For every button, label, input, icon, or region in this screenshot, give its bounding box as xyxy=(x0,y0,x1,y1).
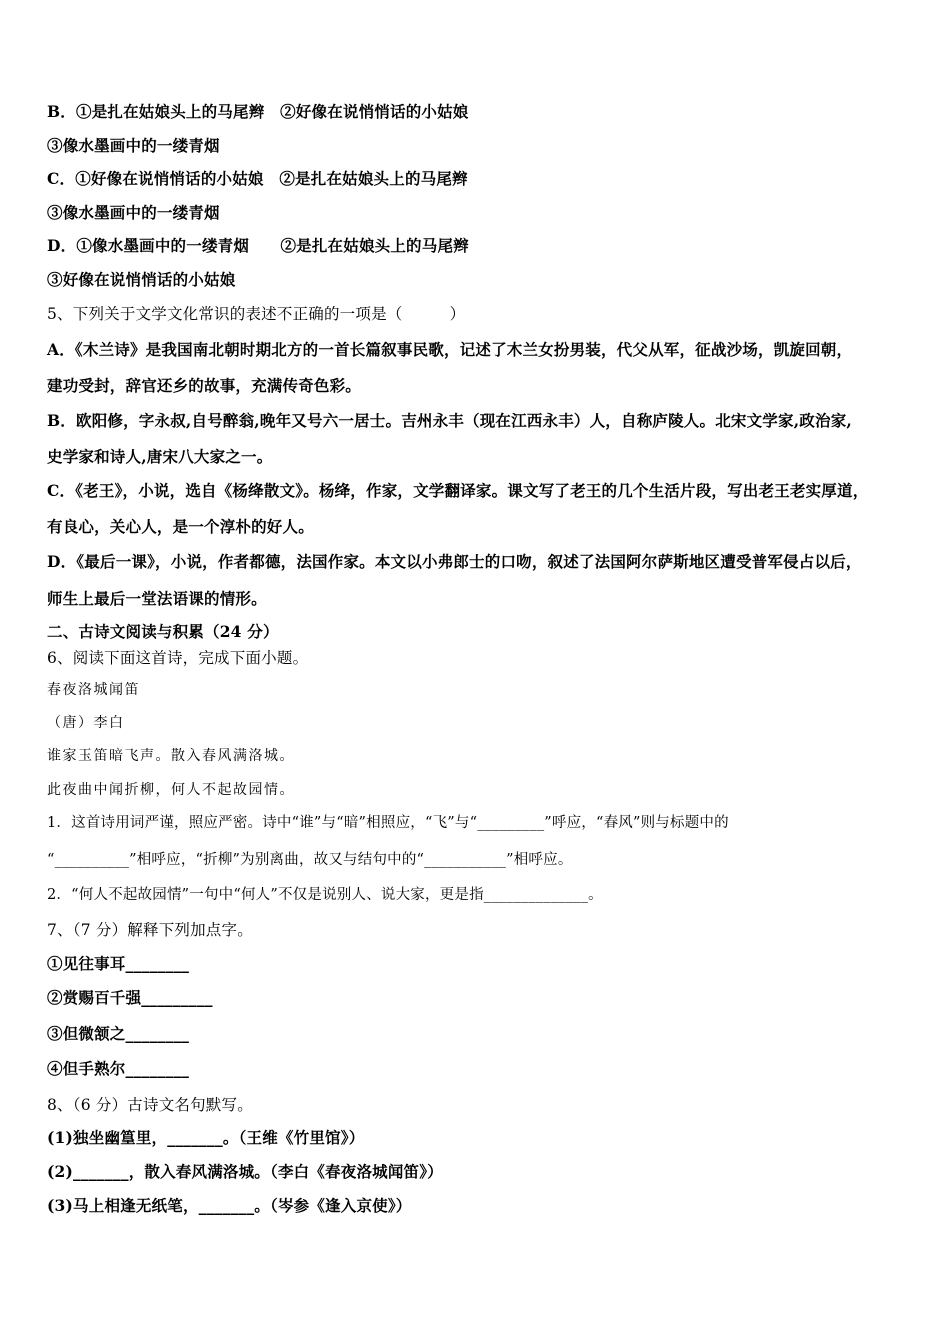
q5-option-d-line1: D．《最后一课》，小说，作者都德，法国作家。本文以小弗郎士的口吻，叙述了法国阿尔萨斯地区遭受普军侵占以后， xyxy=(47,552,862,571)
q7-item-2: ②赏赐百千强_________ xyxy=(47,988,213,1007)
q8-stem: 8、（6 分）古诗文名句默写。 xyxy=(47,1096,253,1114)
q7-item-4: ④但手熟尔________ xyxy=(47,1059,190,1078)
q7-item-3: ③但微颔之________ xyxy=(47,1024,190,1043)
q6-sub2: 2．“何人不起故园情”一句中“何人”不仅是说别人、说大家，更是指______________。 xyxy=(47,887,603,903)
q5-option-d-line2: 师生上最后一堂法语课的情形。 xyxy=(47,589,267,608)
q6-sub1-line1: 1．这首诗用词严谨，照应严密。诗中“谁”与“暗”相照应，“飞”与“_________”呼应，“春风”则与标题中的 xyxy=(47,815,729,831)
poem-title: 春夜洛城闻笛 xyxy=(47,682,140,698)
q7-stem: 7、（7 分）解释下列加点字。 xyxy=(47,921,253,939)
q5-option-b-line1: B．欧阳修，字永叔,自号醉翁,晚年又号六一居士。吉州永丰（现在江西永丰）人，自称庐陵人。北宋文学家,政治家, xyxy=(47,411,852,430)
q8-item-1: (1)独坐幽篁里，_______。（王维《竹里馆》） xyxy=(47,1128,365,1147)
q6-sub1-line2: “__________”相呼应，“折柳”为别离曲，故又与结句中的“___________”相呼应。 xyxy=(47,852,573,868)
q4-option-c-line2: ③像水墨画中的一缕青烟 xyxy=(47,203,220,222)
q6-stem: 6、阅读下面这首诗，完成下面小题。 xyxy=(47,649,309,667)
section2-title: 二、古诗文阅读与积累（24 分） xyxy=(47,622,279,641)
q5-option-c-line1: C．《老王》，小说，选自《杨绛散文》。杨绛，作家，文学翻译家。课文写了老王的几个生活片段，写出老王老实厚道， xyxy=(47,481,869,500)
q5-option-a-line1: A．《木兰诗》是我国南北朝时期北方的一首长篇叙事民歌，记述了木兰女扮男装，代父从军，征战沙场，凯旋回朝， xyxy=(47,340,853,359)
q5-option-a-line2: 建功受封，辞官还乡的故事，充满传奇色彩。 xyxy=(47,376,362,395)
q5-stem: 5、下列关于文学文化常识的表述不正确的一项是（ ） xyxy=(47,305,466,323)
q8-item-2: (2)_______，散入春风满洛城。（李白《春夜洛城闻笛》） xyxy=(47,1162,443,1181)
poem-line-2: 此夜曲中闻折柳，何人不起故园情。 xyxy=(47,782,295,798)
q4-option-d-line2: ③好像在说悄悄话的小姑娘 xyxy=(47,270,236,289)
q4-option-d-line1: D．①像水墨画中的一缕青烟 ②是扎在姑娘头上的马尾辫 xyxy=(47,236,469,255)
q5-option-b-line2: 史学家和诗人,唐宋八大家之一。 xyxy=(47,447,273,466)
q4-option-c-line1: C．①好像在说悄悄话的小姑娘 ②是扎在姑娘头上的马尾辫 xyxy=(47,169,468,188)
q8-item-3: (3)马上相逢无纸笔，_______。（岑参《逢入京使》） xyxy=(47,1196,412,1215)
poem-line-1: 谁家玉笛暗飞声。散入春风满洛城。 xyxy=(47,748,295,764)
q7-item-1: ①见往事耳________ xyxy=(47,954,190,973)
q5-option-c-line2: 有良心，关心人，是一个淳朴的好人。 xyxy=(47,517,314,536)
q4-option-b-line1: B．①是扎在姑娘头上的马尾辫 ②好像在说悄悄话的小姑娘 xyxy=(47,102,469,121)
poem-author: （唐）李白 xyxy=(47,715,125,731)
q4-option-b-line2: ③像水墨画中的一缕青烟 xyxy=(47,136,220,155)
